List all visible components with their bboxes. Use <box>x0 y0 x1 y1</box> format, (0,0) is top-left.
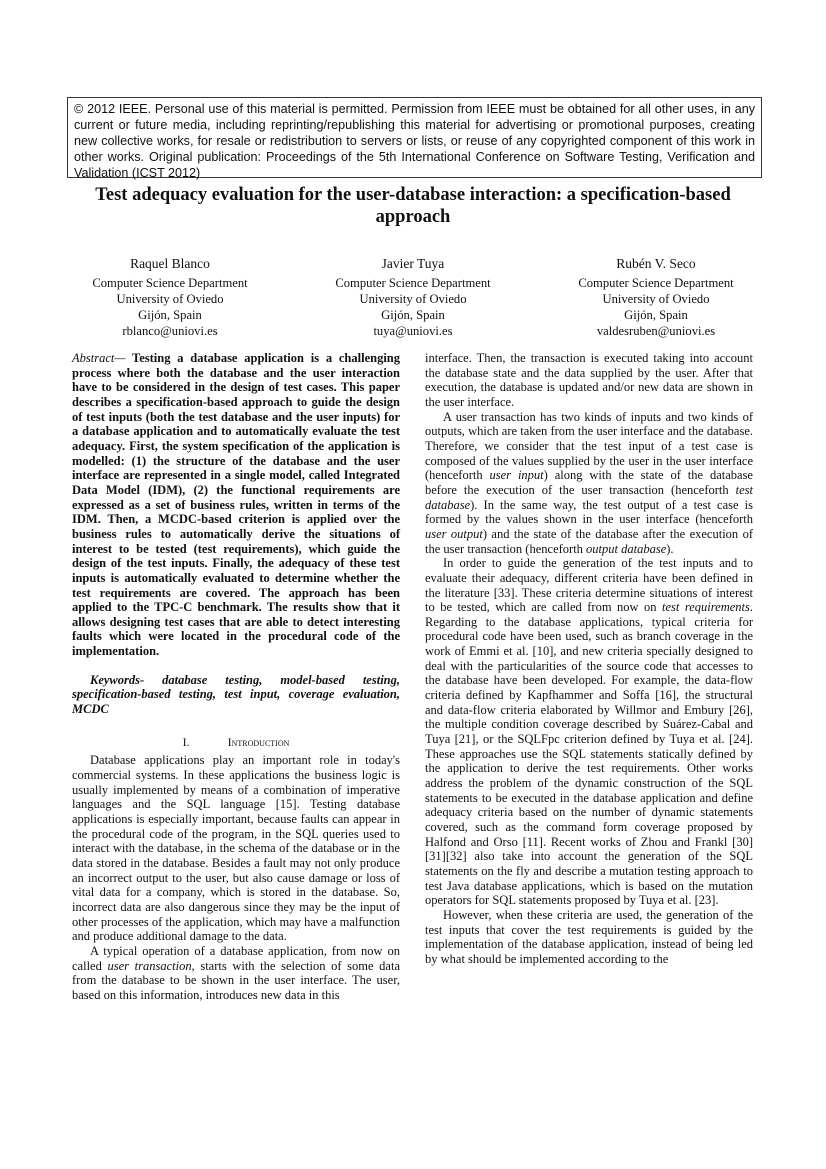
paragraph <box>425 351 753 410</box>
abstract-text: Testing a database application is a challenging process where both the database and the user interaction have to be considered in the design of test cases. This paper describes a specification-based approach to guide the design of test inputs (both the test database and the user inputs) for a database application and to automatically evaluate the test adequacy. First, the system specification of the application is modelled: (1) the structure of the database and the user interface are represented in a single model, called Integrated Data Model (IDM), (2) the functional requirements are expressed as a set of business rules, written in terms of the IDM. Then, a MCDC-based criterion is applied over the business rules to automatically derive the situations of interest to be tested (test requirements), which guide the design of the test inputs. Finally, the adequacy of these test inputs is automatically evaluated to determine whether the test requirements are covered. The approach has been applied to the TPC-C benchmark. The results show that it allows designing test cases that are able to detect interesting faults which were located in the procedural code of the implementation. <box>72 351 400 659</box>
section-title: Introduction <box>227 734 290 749</box>
paragraph-text: ) and the state of the database after the execution of the user transaction (henceforth <box>425 526 753 556</box>
paragraph-text: interface. Then, the transaction is executed taking into account the database state and the data supplied by the user. After that execution, the database is updated and/or new data are shown in the user interface. <box>425 351 753 409</box>
paragraph-text: ) along with the state of the database before the execution of the user transaction (henceforth <box>425 468 753 497</box>
italic-term: test database <box>425 482 753 512</box>
paragraph-text: . Regarding to the database applications, typical criteria for procedural code have been used, such as branch coverage in the work of Emmi et al. [10], and new criteria specially designed to deal with the particularities of the source code that accesses to the database have been developed. For example, the data-flow criteria defined by Kapfhammer and Soffa [16], the structural and data-flow criteria elaborated by Willmor and Embury [26], the multiple condition coverage described by Suárez-Cabal and Tuya [21], or the SQLFpc criterion defined by Tuya et al. [24]. These approaches use the SQL statements statically defined by the application to derive the test requirements. Other works address the problem of the dynamic construction of the SQL statements to be executed in the database application and define adequacy criteria based on the number of dynamic statements covered, such as the command form coverage proposed by Halfond and Orso [11]. Recent works of Zhou and Frankl [30][31][32] also take into account the generation of the SQL statements on the fly and describe a mutation testing approach to test Java database applications, which is based on the mutation operators for SQL statements proposed by Tuya et al. [23]. <box>425 600 753 908</box>
author-name: Javier Tuya <box>381 256 445 271</box>
author-block <box>70 256 270 339</box>
author-block <box>313 256 513 339</box>
paragraph-text: A user transaction has two kinds of inputs and two kinds of outputs, which are taken from the user interface and the database. Therefore, we consider that the test input of a test case is composed of the values supplied by the user in the user interface (henceforth <box>425 409 753 483</box>
paragraph-text: ). In the same way, the test output of a test case is formed by the values shown in the user interface (henceforth <box>425 497 753 527</box>
abstract <box>72 351 400 659</box>
paragraph <box>425 556 753 908</box>
italic-term: user output <box>425 526 483 541</box>
author-university: University of Oviedo <box>602 292 710 306</box>
paragraph-text: A typical operation of a database application, from now on called <box>72 943 400 973</box>
author-university: University of Oviedo <box>116 292 224 306</box>
author-city: Gijón, Spain <box>138 308 202 322</box>
section-heading <box>72 735 400 750</box>
author-university: University of Oviedo <box>359 292 467 306</box>
author-block <box>556 256 756 339</box>
paragraph-text: , starts with the selection of some data from the database to be shown in the user interface. The user, based on this information, introduces new data in this <box>72 958 400 1002</box>
left-body <box>72 753 400 1002</box>
section-number: I. <box>182 734 190 749</box>
italic-term: user input <box>489 468 544 483</box>
italic-term: test requirements <box>662 600 750 615</box>
paragraph-text: In order to guide the generation of the test inputs and to evaluate their adequacy, different criteria have been defined in the literature [33]. These criteria determine situations of interest to be tested, which are called from now on <box>425 556 753 615</box>
author-name: Rubén V. Seco <box>616 256 696 271</box>
right-body <box>425 351 753 967</box>
copyright-notice: © 2012 IEEE. Personal use of this material is permitted. Permission from IEEE must be obtained for all other uses, in any current or future media, including reprinting/republishing this material for advertising or promotional purposes, creating new collective works, for resale or redistribution to servers or lists, or reuse of any copyrighted component of this work in other works. Original publication: Proceedings of the 5th International Conference on Software Testing, Verification and Validation (ICST 2012) <box>67 97 762 178</box>
paper-title: Test adequacy evaluation for the user-database interaction: a specification-based approach <box>95 185 731 227</box>
paragraph <box>425 410 753 557</box>
author-city: Gijón, Spain <box>624 308 688 322</box>
author-city: Gijón, Spain <box>381 308 445 322</box>
italic-term: output database <box>586 541 667 556</box>
author-email: rblanco@uniovi.es <box>122 324 218 338</box>
paragraph <box>72 944 400 1003</box>
right-column <box>425 351 753 967</box>
paragraph <box>425 908 753 967</box>
author-email: tuya@uniovi.es <box>373 324 453 338</box>
author-email: valdesruben@uniovi.es <box>596 324 716 338</box>
author-name: Raquel Blanco <box>130 256 210 271</box>
paragraph <box>72 753 400 944</box>
paragraph-text: Database applications play an important role in today's commercial systems. In these applications the business logic is usually implemented by means of a combination of imperative languages and the SQL language [15]. Testing database applications is especially important, because faults can appear in the procedural code of the program, in the SQL queries used to interact with the database, in the schema of the database or in the data stored in the database. Besides a fault may not only produce an incorrect output to the user, but also cause damage or loss of vital data for a company, which is stored in the database. So, incorrect data are also dangerous since they may be the input of other processes of the application, which may have a malfunction and produce additional damage to the data. <box>72 753 400 944</box>
author-department: Computer Science Department <box>578 276 734 290</box>
paragraph-text: ). <box>666 541 674 556</box>
abstract-label: Abstract— <box>72 351 126 365</box>
left-column <box>72 351 400 1003</box>
italic-term: user transaction <box>107 958 192 973</box>
keywords: Keywords- database testing, model-based testing, specification-based testing, test input, coverage evaluation, MCDC <box>72 672 400 717</box>
author-department: Computer Science Department <box>92 276 248 290</box>
author-department: Computer Science Department <box>335 276 491 290</box>
paragraph-text: However, when these criteria are used, the generation of the test inputs that cover the test requirements is guided by the implementation of the database application, instead of being led by what should be implemented according to the <box>425 907 753 966</box>
